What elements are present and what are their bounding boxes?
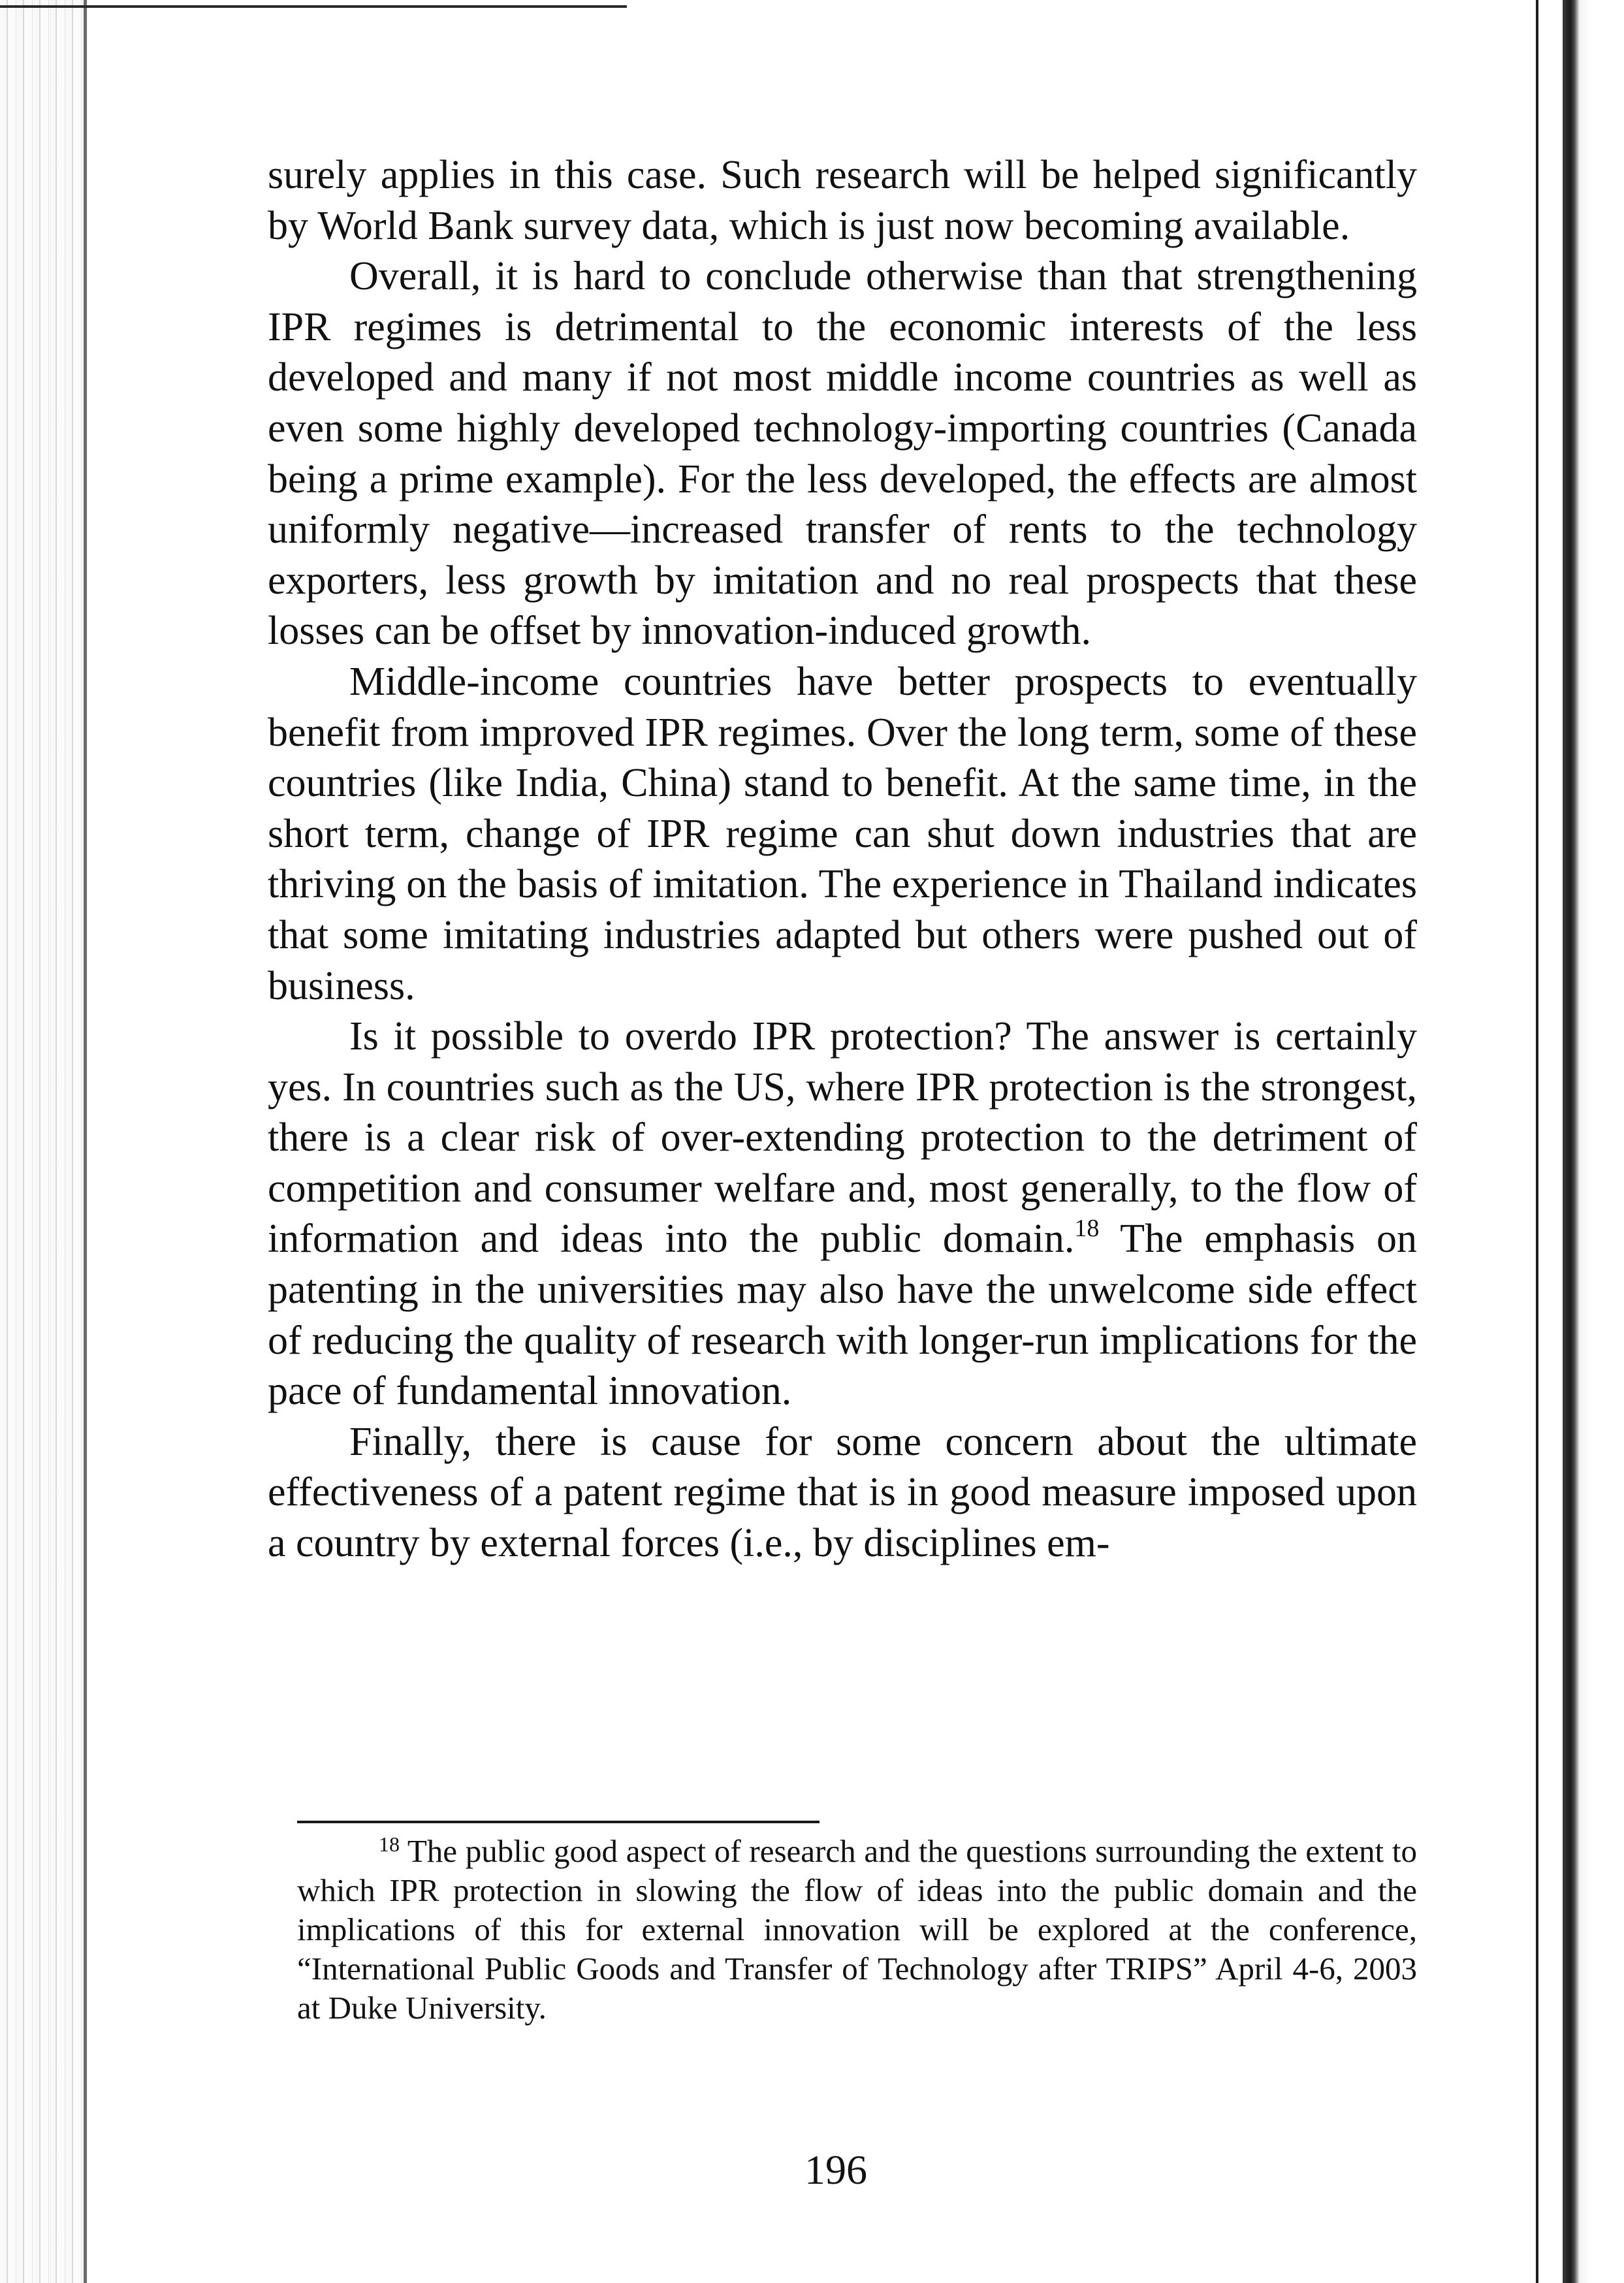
scan-right-edge: [1557, 0, 1624, 2283]
scan-left-rule: [84, 0, 87, 2283]
paragraph-1: surely applies in this case. Such research will be helped significantly by World Bank survey data, which is just now becoming available.: [268, 153, 1417, 248]
scan-top-rule: [0, 5, 627, 8]
paragraph-5: Finally, there is cause for some concern about the ultimate effectiveness of a patent regime that is in good measure imposed upon a country by external forces (i.e., by disciplines em-: [268, 1419, 1417, 1566]
scan-left-gutter: [0, 0, 88, 2283]
paragraph-2: Overall, it is hard to conclude otherwise than that strengthening IPR regimes is detrimental to the economic interests of the less developed and many if not most middle income countries as well as even some highly developed technology-importing countries (Canada being a prime example). For the less developed, the effects are almost uniformly negative—increased transfer of rents to the technology exporters, less growth by imitation and no real prospects that these losses can be offset by innovation-induced growth.: [268, 254, 1417, 654]
footnote-text: The public good aspect of research and the questions surrounding the extent to which IPR protection in slowing the flow of ideas into the public domain and the implications of this for external innovation will be explored at the conference, “International Public Goods and Transfer of Technology after TRIPS” April 4-6, 2003 at Duke University.: [297, 1833, 1417, 2026]
footnote-reference-18: 18: [1074, 1215, 1100, 1243]
page-body: [268, 150, 1417, 1569]
scan-right-edge-line: [1536, 0, 1538, 2283]
paragraph-3: Middle-income countries have better prospects to eventually benefit from improved IPR regimes. Over the long term, some of these countries (like India, China) stand to benefit. At the same time, in the short term, change of IPR regime can shut down industries that are thriving on the basis of imitation. The experience in Thailand indicates that some imitating industries adapted but others were pushed out of business.: [268, 659, 1417, 1008]
paragraph-4: [268, 1012, 1417, 1417]
page-number: 196: [804, 2147, 867, 2193]
paragraph-4-text-a: Is it possible to overdo IPR protection? The answer is certainly yes. In countries such as the US, where IPR protection is the strongest, there is a clear risk of over-extending protection to the detriment of competition and consumer welfare and, most generally, to the flow of information and ideas into the public domain.: [268, 1014, 1417, 1262]
footnote-number: 18: [379, 1832, 400, 1856]
footnote-separator: [297, 1821, 820, 1823]
paragraph-4-text-b: The emphasis on patenting in the universities may also have the unwelcome side effect of reducing the quality of research with longer-run implications for the pace of fundamental innovation.: [268, 1217, 1417, 1414]
footnote-18: [297, 1832, 1417, 2028]
